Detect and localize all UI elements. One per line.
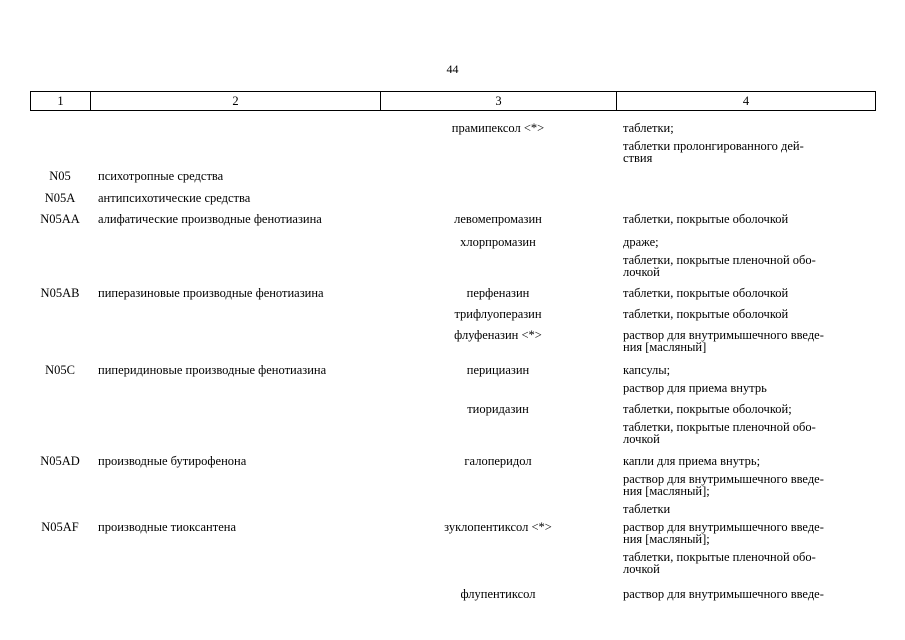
- dosage-form-item: таблетки: [623, 502, 671, 516]
- dosage-form-item: капсулы;: [623, 363, 671, 377]
- atc-code: N05AA: [40, 212, 80, 226]
- dosage-forms: [623, 236, 873, 284]
- dosage-form-item: таблетки, покрытые пленочной обо- лочкой: [623, 253, 816, 279]
- dosage-form-item: таблетки, покрытые оболочкой;: [623, 402, 792, 416]
- dosage-forms: [623, 521, 873, 581]
- dosage-forms: [623, 455, 873, 521]
- pharmacological-group: антипсихотические средства: [98, 191, 251, 205]
- atc-code: N05AB: [40, 286, 80, 300]
- drug-name: флуфеназин <*>: [454, 328, 542, 342]
- pharmacological-group: производные бутирофенона: [98, 454, 247, 468]
- dosage-form-item: таблетки;: [623, 121, 674, 135]
- drug-name: тиоридазин: [467, 402, 529, 416]
- dosage-form-item: капли для приема внутрь;: [623, 454, 761, 468]
- column-header-1: 1: [31, 92, 91, 110]
- drug-name: трифлуоперазин: [454, 307, 542, 321]
- dosage-forms: [623, 364, 873, 400]
- column-header-3: 3: [381, 92, 617, 110]
- dosage-form-item: раствор для внутримышечного введе- ния [масляный]: [623, 328, 824, 354]
- dosage-forms: [623, 588, 873, 606]
- atc-code: N05C: [45, 363, 75, 377]
- dosage-form-item: раствор для внутримышечного введе- ния [масляный];: [623, 472, 824, 498]
- page-number: 44: [446, 62, 459, 76]
- drug-name: перициазин: [466, 363, 530, 377]
- dosage-form-item: раствор для приема внутрь: [623, 381, 767, 395]
- column-header-4: 4: [742, 94, 750, 108]
- dosage-forms: [623, 329, 873, 359]
- dosage-form-item: таблетки, покрытые оболочкой: [623, 212, 789, 226]
- dosage-form-item: таблетки, покрытые оболочкой: [623, 307, 789, 321]
- dosage-form-item: таблетки пролонгированного дей- ствия: [623, 139, 804, 165]
- dosage-form-item: таблетки, покрытые пленочной обо- лочкой: [623, 420, 816, 446]
- drug-name: левомепромазин: [454, 212, 542, 226]
- atc-code: N05: [49, 169, 71, 183]
- dosage-forms: [623, 122, 873, 170]
- dosage-forms: [623, 287, 873, 305]
- pharmacological-group: пиперидиновые производные фенотиазина: [98, 363, 327, 377]
- drug-name: прамипексол <*>: [451, 121, 545, 135]
- drug-name: галоперидол: [464, 454, 532, 468]
- drug-name: перфеназин: [466, 286, 530, 300]
- dosage-forms: [623, 403, 873, 451]
- dosage-form-item: раствор для внутримышечного введе-: [623, 587, 824, 601]
- pharmacological-group: пиперазиновые производные фенотиазина: [98, 286, 324, 300]
- drug-name: зуклопентиксол <*>: [444, 520, 552, 534]
- atc-code: N05AF: [41, 520, 79, 534]
- dosage-forms: [623, 213, 873, 231]
- dosage-form-item: таблетки, покрытые оболочкой: [623, 286, 789, 300]
- table-header: [30, 91, 876, 111]
- column-header-2: 2: [91, 92, 381, 110]
- dosage-form-item: драже;: [623, 235, 659, 249]
- drug-name: хлорпромазин: [460, 235, 536, 249]
- dosage-forms: [623, 308, 873, 326]
- drug-name: флупентиксол: [460, 587, 536, 601]
- atc-code: N05AD: [40, 454, 80, 468]
- dosage-form-item: таблетки, покрытые пленочной обо- лочкой: [623, 550, 816, 576]
- atc-code: N05A: [44, 191, 76, 205]
- dosage-form-item: раствор для внутримышечного введе- ния [масляный];: [623, 520, 824, 546]
- pharmacological-group: алифатические производные фенотиазина: [98, 212, 322, 226]
- pharmacological-group: производные тиоксантена: [98, 520, 236, 534]
- pharmacological-group: психотропные средства: [98, 169, 224, 183]
